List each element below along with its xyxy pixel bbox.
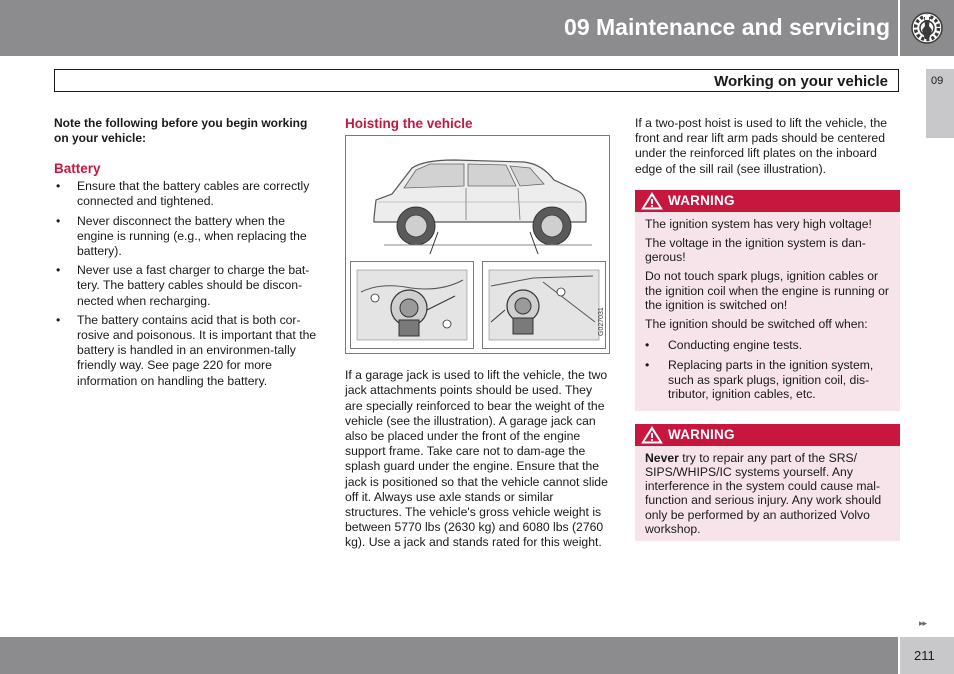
footer-bar <box>0 637 898 674</box>
section-header <box>54 69 899 92</box>
bullet-icon: • <box>56 179 61 194</box>
warning-emphasis: Never <box>645 450 679 465</box>
warning-text-rest: try to repair any part of the SRS/ SIPS/WHIPS/IC systems yourself. Any interference in the system could cause mal-function and serious injury. Any work should only be performed by an authorized Volvo workshop. <box>645 450 882 536</box>
warning-body <box>635 446 900 549</box>
chapter-side-tab[interactable] <box>926 69 954 138</box>
bullet-icon: • <box>56 213 61 228</box>
section-title: Working on your vehicle <box>714 73 888 90</box>
list-item-text: Never use a fast charger to charge the bat-tery. The battery cables should be discon-nected when recharging. <box>77 263 310 308</box>
list-item <box>645 358 890 401</box>
hoisting-text: If a garage jack is used to lift the vehicle, the two jack attachments points should be used. They are specially reinforced to bear the weight of the vehicle (see the illustration). A garage jack can also be placed under the front of the engine support frame. Take care not to dam-age the splash guard under the engine. Ensure that the jack is positioned so that the vehicle cannot slide off it. Always use axle stands or similar structures. The vehicle's gross vehicle weight is between 5770 lbs (2630 kg) and 6080 lbs (2760 kg). Use a jack and stands rated for this weight. <box>345 368 608 550</box>
ignition-off-list <box>645 338 890 401</box>
hoisting-heading: Hoisting the vehicle <box>345 116 473 131</box>
car-side-view-illustration <box>364 156 594 256</box>
figure-code: G027031 <box>598 307 605 337</box>
jack-point-illustration <box>483 262 605 348</box>
battery-heading: Battery <box>54 161 101 176</box>
bullet-icon: • <box>645 338 650 353</box>
list-item <box>54 263 322 309</box>
list-item-text: Never disconnect the battery when the engine is running (e.g., when replacing the battery). <box>77 213 307 259</box>
list-item-text: Conducting engine tests. <box>668 338 803 353</box>
page-number: 211 <box>914 648 935 663</box>
two-post-hoist-text: If a two-post hoist is used to lift the vehicle, the front and rear lift arm pads should be centered under the reinforced lift plates on the inboard edge of the sill rail (see illustration). <box>635 116 888 176</box>
list-item <box>645 338 890 352</box>
list-item-text: Ensure that the battery cables are correctly connected and tightened. <box>77 179 310 209</box>
warning-body <box>635 212 900 413</box>
warning-box-srs <box>635 424 900 541</box>
chapter-title: 09 Maintenance and servicing <box>564 14 890 40</box>
chapter-icon-box <box>898 0 954 56</box>
list-item-text: The battery contains acid that is both cor-rosive and poisonous. It is important that the battery is handled in an environmen-tally friendly way. See page 220 for more information on handling the battery. <box>77 312 317 388</box>
page-number-box <box>898 637 954 674</box>
warning-triangle-icon <box>641 426 663 444</box>
battery-list <box>54 179 322 389</box>
column-hoisting <box>345 116 611 551</box>
warning-label: WARNING <box>668 426 735 442</box>
warning-text: The ignition should be switched off when: <box>645 317 868 332</box>
warning-triangle-icon <box>641 192 663 210</box>
warning-text: The voltage in the ignition system is dan-gerous! <box>645 236 866 265</box>
warning-header <box>635 190 900 212</box>
warning-box-ignition <box>635 190 900 411</box>
warning-text <box>645 451 890 536</box>
rear-jack-point-detail <box>482 261 606 349</box>
column-battery <box>54 116 322 393</box>
intro-note: Note the following before you begin working on your vehicle: <box>54 116 308 145</box>
bullet-icon: • <box>56 263 61 278</box>
warning-text: The ignition system has very high voltage! <box>645 216 872 231</box>
list-item <box>54 179 322 209</box>
column-warnings <box>635 116 900 541</box>
hoisting-illustration <box>345 135 610 354</box>
list-item-text: Replacing parts in the ignition system, such as spark plugs, ignition coil, dis-tributor, ignition cables, etc. <box>668 358 874 401</box>
warning-label: WARNING <box>668 192 735 208</box>
bullet-icon: • <box>56 312 61 327</box>
bullet-icon: • <box>645 358 650 373</box>
list-item <box>54 313 322 389</box>
side-tab-label: 09 <box>931 75 944 87</box>
list-item <box>54 214 322 260</box>
warning-text: Do not touch spark plugs, ignition cables or the ignition coil when the engine is running or the ignition is switched on! <box>645 269 889 312</box>
chapter-header-bar <box>0 0 898 56</box>
jack-point-illustration <box>351 262 473 348</box>
front-jack-point-detail <box>350 261 474 349</box>
wrench-gear-icon <box>910 11 944 45</box>
next-page-marker: ▸▸ <box>919 618 927 628</box>
warning-header <box>635 424 900 446</box>
